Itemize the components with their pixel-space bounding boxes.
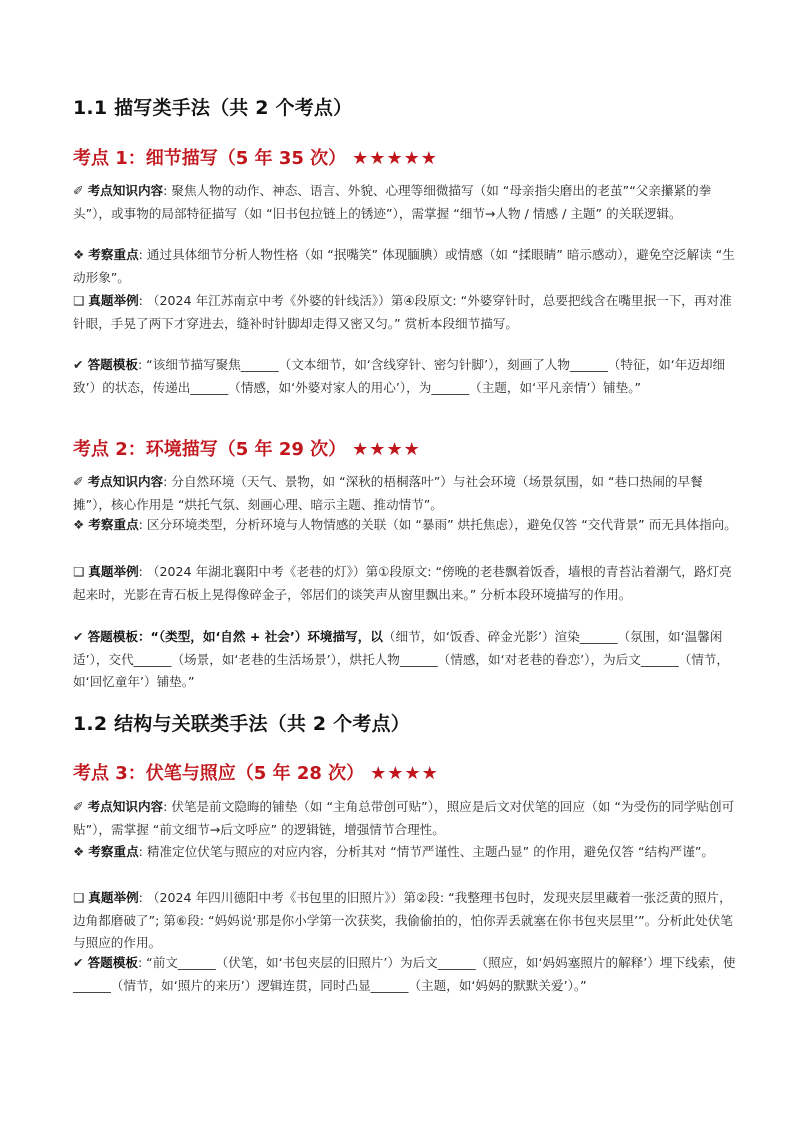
template-bold: ：“（类型，如‘自然 + 社会’）环境描写，以 [137,629,383,644]
pencil-icon: ✐ [73,474,84,489]
kaodian-1-title: 考点 1：细节描写（5 年 35 次） [73,148,347,169]
kaodian-3-heading [73,762,733,786]
checkmark-icon: ✔ [73,629,84,644]
focus-text: : 精准定位伏笔与照应的对应内容，分析其对 “情节严谨性、主题凸显” 的作用，避免仅答 “结构严谨”。 [138,844,714,859]
kaodian-2-stars: ★★★★ [352,439,421,460]
diamond-icon: ❖ [73,517,85,532]
kaodian-3-template [73,952,737,997]
example-label: 真题举例 [88,564,139,579]
example-text: : （2024 年江苏南京中考《外婆的针线活》）第④段原文: “外婆穿针时，总要把线含在嘴里抿一下，再对准针眼，手晃了两下才穿进去，缝补时针脚却走得又密又匀。” 赏析本段细节描写。 [73,293,732,331]
diamond-icon: ❖ [73,844,85,859]
checkmark-icon: ✔ [73,955,84,970]
kaodian-2-template [73,626,737,694]
focus-text: : 通过具体细节分析人物性格（如 “抿嘴笑” 体现腼腆）或情感（如 “揉眼睛” 暗示感动），避免空泛解读 “生动形象”。 [73,247,735,285]
kaodian-2-focus [73,514,737,537]
example-text: : （2024 年湖北襄阳中考《老巷的灯》）第①段原文: “傍晚的老巷飘着饭香，墙根的青苔沾着潮气，路灯亮起来时，光影在青石板上晃得像碎金子，邻居们的谈笑声从窗里飘出来。” 分析本段环境描写的作用。 [73,564,732,602]
knowledge-text: : 伏笔是前文隐晦的铺垫（如 “主角总带创可贴”），照应是后文对伏笔的回应（如 “为受伤的同学贴创可贴”），需掌握 “前文细节→后文呼应” 的逻辑链，增强情节合理性。 [73,799,735,837]
kaodian-1-knowledge [73,180,737,225]
knowledge-label: 考点知识内容 [87,799,164,814]
kaodian-1-heading [73,147,733,171]
kaodian-3-focus [73,841,737,864]
template-text: （细节，如‘饭香、碎金光影’）渲染______（氛围，如‘温馨闲适’），交代______（场景，如‘老巷的生活场景’），烘托人物______（情感，如‘对老巷的眷恋’），为后文______（情节，如‘回忆童年’）铺垫。” [73,629,729,689]
diamond-icon: ❖ [73,247,85,262]
kaodian-2-title: 考点 2：环境描写（5 年 29 次） [73,439,347,460]
kaodian-3-knowledge [73,796,737,841]
template-label: 答题模板 [87,357,138,372]
kaodian-2-example [73,561,737,606]
kaodian-1-stars: ★★★★★ [352,148,438,169]
checkbox-icon: ❑ [73,564,85,579]
pencil-icon: ✐ [73,799,84,814]
example-label: 真题举例 [88,293,139,308]
example-label: 真题举例 [88,890,139,905]
knowledge-text: : 聚焦人物的动作、神态、语言、外貌、心理等细微描写（如 “母亲指尖磨出的老茧”“父亲攥紧的拳头”），或事物的局部特征描写（如 “旧书包拉链上的锈迹”），需掌握 “细节→人物 / 情感 / 主题” 的关联逻辑。 [73,183,712,221]
checkbox-icon: ❑ [73,890,85,905]
focus-label: 考察重点 [88,844,139,859]
kaodian-1-template [73,354,737,399]
example-text: : （2024 年四川德阳中考《书包里的旧照片》）第②段: “我整理书包时，发现夹层里藏着一张泛黄的照片，边角都磨破了”; 第⑥段: “妈妈说‘那是你小学第一次获奖，我偷偷拍的，怕你弄丢就塞在你书包夹层里’”。分析此处伏笔与照应的作用。 [73,890,733,950]
kaodian-2-knowledge [73,471,737,516]
section-title-1-1: 1.1 描写类手法（共 2 个考点） [73,97,353,119]
pencil-icon: ✐ [73,183,84,198]
kaodian-3-title: 考点 3：伏笔与照应（5 年 28 次） [73,763,365,784]
kaodian-2-heading [73,438,733,462]
checkmark-icon: ✔ [73,357,84,372]
knowledge-label: 考点知识内容 [87,183,164,198]
kaodian-3-stars: ★★★★ [370,763,439,784]
knowledge-label: 考点知识内容 [87,474,164,489]
knowledge-text: : 分自然环境（天气、景物，如 “深秋的梧桐落叶”）与社会环境（场景氛围，如 “巷口热闹的早餐摊”），核心作用是 “烘托气氛、刻画心理、暗示主题、推动情节”。 [73,474,703,512]
template-label: 答题模板 [87,629,138,644]
focus-text: : 区分环境类型，分析环境与人物情感的关联（如 “暴雨” 烘托焦虑），避免仅答 “交代背景” 而无具体指向。 [138,517,737,532]
template-text: : “该细节描写聚焦______（文本细节，如‘含线穿针、密匀针脚’），刻画了人物______（特征，如‘年迈却细致’）的状态，传递出______（情感，如‘外婆对家人的用心’），为______（主题，如‘平凡亲情’）铺垫。” [73,357,726,395]
focus-label: 考察重点 [88,247,139,262]
kaodian-1-focus [73,244,737,289]
focus-label: 考察重点 [88,517,139,532]
kaodian-1-example [73,290,737,335]
template-text: : “前文______（伏笔，如‘书包夹层的旧照片’）为后文______（照应，如‘妈妈塞照片的解释’）埋下线索，使______（情节，如‘照片的来历’）逻辑连贯，同时凸显______（主题，如‘妈妈的默默关爱’）。” [73,955,736,993]
section-title-1-2: 1.2 结构与关联类手法（共 2 个考点） [73,713,410,735]
template-label: 答题模板 [87,955,138,970]
checkbox-icon: ❑ [73,293,85,308]
kaodian-3-example [73,887,737,955]
